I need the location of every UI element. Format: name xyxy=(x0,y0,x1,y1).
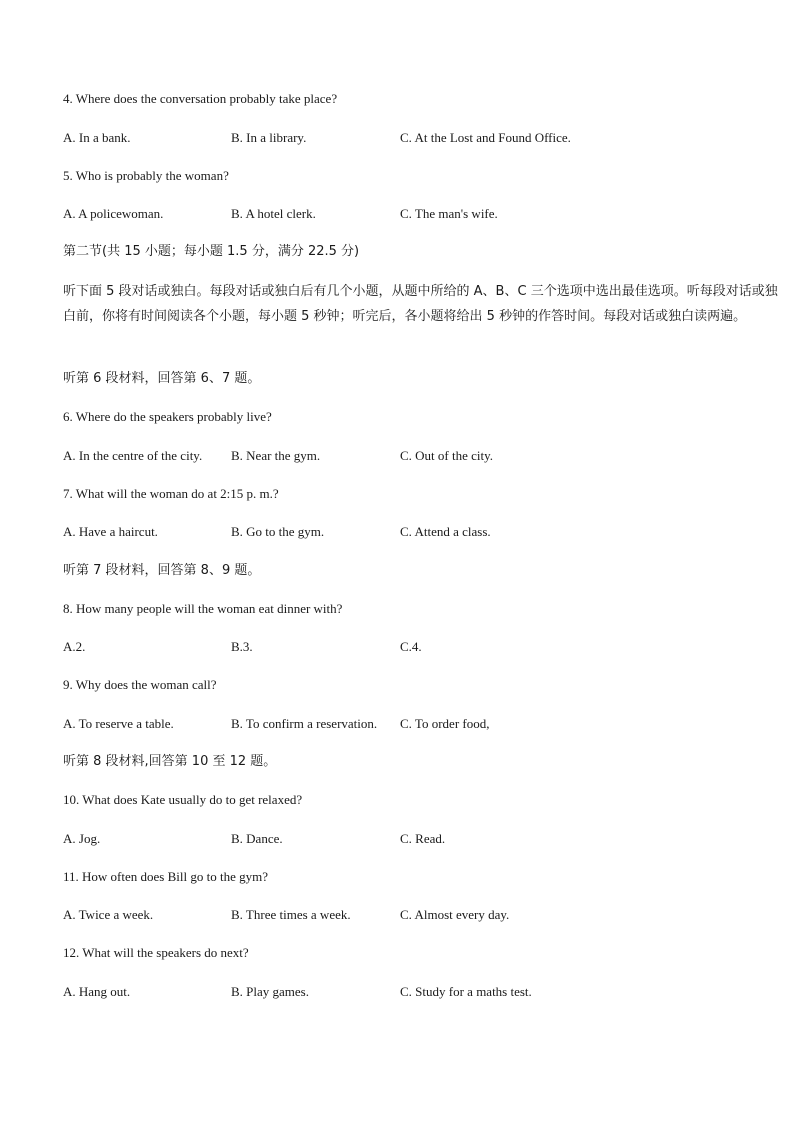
q9-option-c: C. To order food, xyxy=(400,716,490,731)
instructions-paragraph: 听下面 5 段对话或独白。每段对话或独白后有几个小题，从题中所给的 A、B、C 三个选项中选出最佳选项。听每段对话或独白前，你将有时间阅读各个小题，每小题 5 秒钟；听完后，各小题将给出 5 秒钟的作答时间。每段对话或独白读两遍。 xyxy=(63,284,778,324)
q11-option-b: B. Three times a week. xyxy=(231,907,351,922)
q7-option-c: C. Attend a class. xyxy=(400,524,491,539)
q7-option-a: A. Have a haircut. xyxy=(63,524,158,539)
q6-option-c: C. Out of the city. xyxy=(400,448,494,463)
q5-option-b: B. A hotel clerk. xyxy=(231,206,316,221)
q12-option-b: B. Play games. xyxy=(231,984,309,999)
q8-option-b: B.3. xyxy=(231,639,253,654)
q6-option-b: B. Near the gym. xyxy=(231,448,321,463)
question-4: 4. Where does the conversation probably take place? xyxy=(63,91,338,106)
q5-option-c: C. The man's wife. xyxy=(400,206,498,221)
q7-option-b: B. Go to the gym. xyxy=(231,524,325,539)
q12-option-c: C. Study for a maths test. xyxy=(400,984,532,999)
question-7: 7. What will the woman do at 2:15 p. m.? xyxy=(63,486,279,501)
section-heading: 第二节(共 15 小题；每小题 1.5 分，满分 22.5 分) xyxy=(63,244,360,259)
q4-option-a: A. In a bank. xyxy=(63,130,131,145)
q9-option-a: A. To reserve a table. xyxy=(63,716,174,731)
q8-option-a: A.2. xyxy=(63,639,86,654)
q4-option-b: B. In a library. xyxy=(231,130,307,145)
question-5: 5. Who is probably the woman? xyxy=(63,168,229,183)
q5-option-a: A. A policewoman. xyxy=(63,206,164,221)
q12-option-a: A. Hang out. xyxy=(63,984,131,999)
q4-option-c: C. At the Lost and Found Office. xyxy=(400,130,571,145)
question-6: 6. Where do the speakers probably live? xyxy=(63,409,272,424)
question-10: 10. What does Kate usually do to get relaxed? xyxy=(63,792,303,807)
question-9: 9. Why does the woman call? xyxy=(63,677,217,692)
q10-option-a: A. Jog. xyxy=(63,831,101,846)
q8-option-c: C.4. xyxy=(400,639,422,654)
question-8: 8. How many people will the woman eat dinner with? xyxy=(63,601,343,616)
q6-option-a: A. In the centre of the city. xyxy=(63,448,203,463)
q9-option-b: B. To confirm a reservation. xyxy=(231,716,378,731)
q10-option-b: B. Dance. xyxy=(231,831,283,846)
question-12: 12. What will the speakers do next? xyxy=(63,945,249,960)
question-11: 11. How often does Bill go to the gym? xyxy=(63,869,268,884)
q10-option-c: C. Read. xyxy=(400,831,446,846)
material-6-heading: 听第 6 段材料，回答第 6、7 题。 xyxy=(63,371,261,386)
q11-option-c: C. Almost every day. xyxy=(400,907,510,922)
q11-option-a: A. Twice a week. xyxy=(63,907,154,922)
material-7-heading: 听第 7 段材料，回答第 8、9 题。 xyxy=(63,563,261,578)
material-8-heading: 听第 8 段材料,回答第 10 至 12 题。 xyxy=(63,754,277,769)
